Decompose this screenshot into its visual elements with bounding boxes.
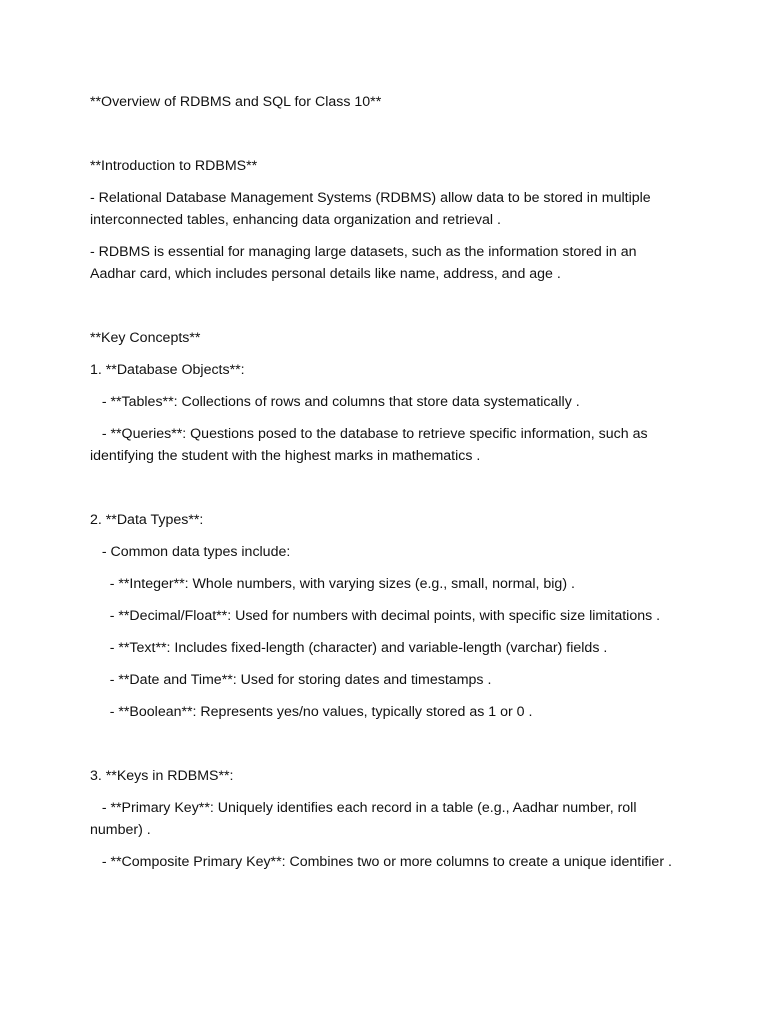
paragraph-rdbms-definition: - Relational Database Management Systems (RDBMS) allow data to be stored in multiple interconnected tables, enhancing data organization and retrieval . [90,190,655,228]
list-item-decimal-float: - **Decimal/Float**: Used for numbers with decimal points, with specific size limitations . [90,608,661,624]
list-item-composite-key: - **Composite Primary Key**: Combines two or more columns to create a unique identifier . [90,854,672,870]
list-item-tables: - **Tables**: Collections of rows and columns that store data systematically . [90,394,580,410]
list-item-date-time: - **Date and Time**: Used for storing dates and timestamps . [90,672,492,688]
list-item-boolean: - **Boolean**: Represents yes/no values, typically stored as 1 or 0 . [90,704,533,720]
document-title: **Overview of RDBMS and SQL for Class 10** [90,94,382,110]
list-item-text: - **Text**: Includes fixed-length (character) and variable-length (varchar) fields . [90,640,608,656]
paragraph-rdbms-importance: - RDBMS is essential for managing large datasets, such as the information stored in an Aadhar card, which includes personal details like name, address, and age . [90,244,640,282]
list-item-database-objects: 1. **Database Objects**: [90,362,245,378]
list-item-queries: - **Queries**: Questions posed to the database to retrieve specific information, such as identifying the student with the highest marks in mathematics . [90,426,652,464]
list-item-common-data-types: - Common data types include: [90,544,291,560]
section-heading-introduction: **Introduction to RDBMS** [90,158,258,174]
list-item-keys: 3. **Keys in RDBMS**: [90,768,234,784]
list-item-data-types: 2. **Data Types**: [90,512,204,528]
list-item-integer: - **Integer**: Whole numbers, with varying sizes (e.g., small, normal, big) . [90,576,575,592]
list-item-primary-key: - **Primary Key**: Uniquely identifies each record in a table (e.g., Aadhar number, roll number) . [90,800,641,838]
section-heading-key-concepts: **Key Concepts** [90,330,201,346]
